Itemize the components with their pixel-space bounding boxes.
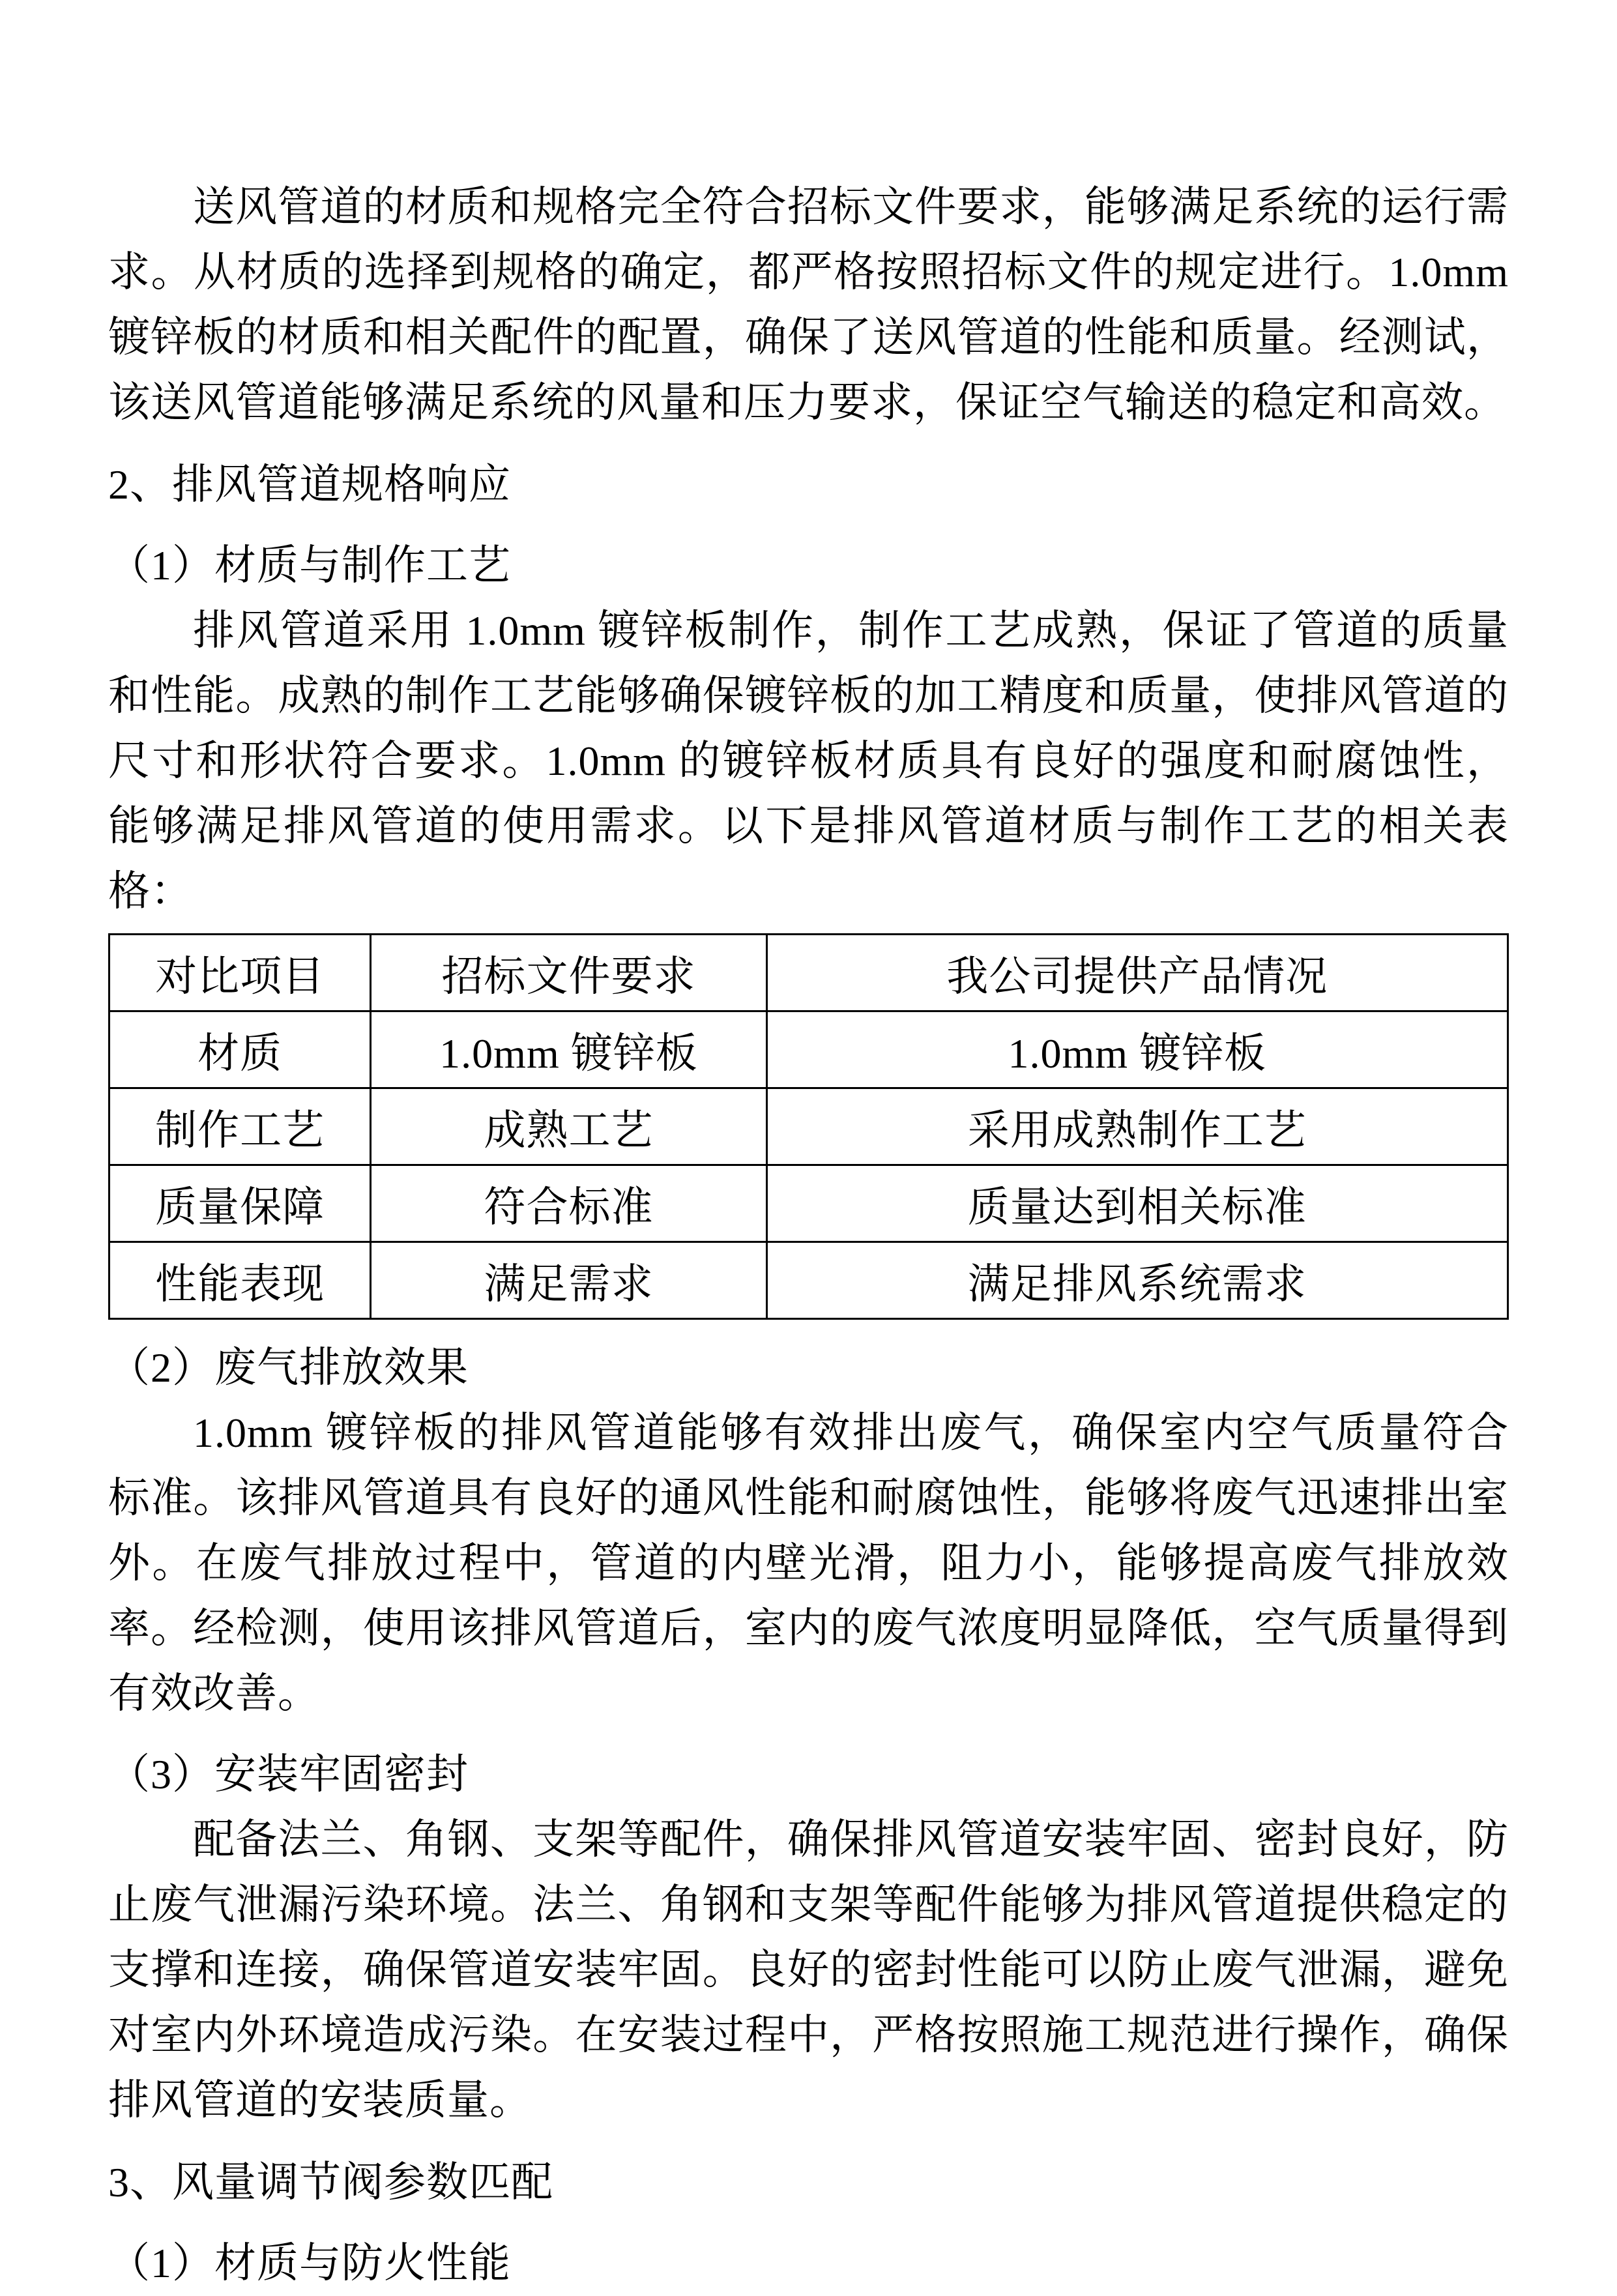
table-row bbox=[109, 1242, 1508, 1319]
table-cell: 1.0mm 镀锌板 bbox=[371, 1011, 766, 1088]
paragraph-installation-sealing: 配备法兰、角钢、支架等配件，确保排风管道安装牢固、密封良好，防止废气泄漏污染环境。法兰、角钢和支架等配件能够为排风管道提供稳定的支撑和连接，确保管道安装牢固。良好的密封性能可以防止废气泄漏，避免对室内外环境造成污染。在安装过程中，严格按照施工规范进行操作，确保排风管道的安装质量。 bbox=[108, 1816, 1509, 2123]
section-heading-2: 2、排风管道规格响应 bbox=[108, 461, 511, 508]
table-header-cell: 我公司提供产品情况 bbox=[766, 935, 1508, 1011]
comparison-table bbox=[108, 933, 1509, 1320]
table-cell: 采用成熟制作工艺 bbox=[766, 1088, 1508, 1165]
subsection-heading-2-1: （1）材质与制作工艺 bbox=[108, 542, 511, 589]
table-cell: 符合标准 bbox=[371, 1165, 766, 1242]
subsection-heading-3-1: （1）材质与防火性能 bbox=[108, 2240, 511, 2286]
table-cell: 质量保障 bbox=[109, 1165, 371, 1242]
table-cell: 制作工艺 bbox=[109, 1088, 371, 1165]
table-cell: 质量达到相关标准 bbox=[766, 1165, 1508, 1242]
table-cell: 1.0mm 镀锌板 bbox=[766, 1011, 1508, 1088]
table-cell: 满足排风系统需求 bbox=[766, 1242, 1508, 1319]
table-row bbox=[109, 1165, 1508, 1242]
paragraph-supply-duct-summary: 送风管道的材质和规格完全符合招标文件要求，能够满足系统的运行需求。从材质的选择到规格的确定，都严格按照招标文件的规定进行。1.0mm 镀锌板的材质和相关配件的配置，确保了送风管道的性能和质量。经测试，该送风管道能够满足系统的风量和压力要求，保证空气输送的稳定和高效。 bbox=[108, 184, 1509, 426]
subsection-heading-2-3: （3）安装牢固密封 bbox=[108, 1751, 469, 1797]
paragraph-exhaust-effect: 1.0mm 镀锌板的排风管道能够有效排出废气，确保室内空气质量符合标准。该排风管道具有良好的通风性能和耐腐蚀性，能够将废气迅速排出室外。在废气排放过程中，管道的内壁光滑，阻力小，能够提高废气排放效率。经检测，使用该排风管道后，室内的废气浓度明显降低，空气质量得到有效改善。 bbox=[108, 1410, 1509, 1717]
table-row bbox=[109, 1088, 1508, 1165]
table-header-cell: 对比项目 bbox=[109, 935, 371, 1011]
table-cell: 材质 bbox=[109, 1011, 371, 1088]
paragraph-exhaust-duct-material: 排风管道采用 1.0mm 镀锌板制作，制作工艺成熟，保证了管道的质量和性能。成熟的制作工艺能够确保镀锌板的加工精度和质量，使排风管道的尺寸和形状符合要求。1.0mm 的镀锌板材质具有良好的强度和耐腐蚀性，能够满足排风管道的使用需求。以下是排风管道材质与制作工艺的相关表格： bbox=[108, 607, 1509, 914]
table-cell: 性能表现 bbox=[109, 1242, 371, 1319]
section-heading-3: 3、风量调节阀参数匹配 bbox=[108, 2159, 553, 2205]
table-row bbox=[109, 1011, 1508, 1088]
table-header-row bbox=[109, 935, 1508, 1011]
table-cell: 成熟工艺 bbox=[371, 1088, 766, 1165]
table-cell: 满足需求 bbox=[371, 1242, 766, 1319]
subsection-heading-2-2: （2）废气排放效果 bbox=[108, 1344, 469, 1391]
table-header-cell: 招标文件要求 bbox=[371, 935, 766, 1011]
